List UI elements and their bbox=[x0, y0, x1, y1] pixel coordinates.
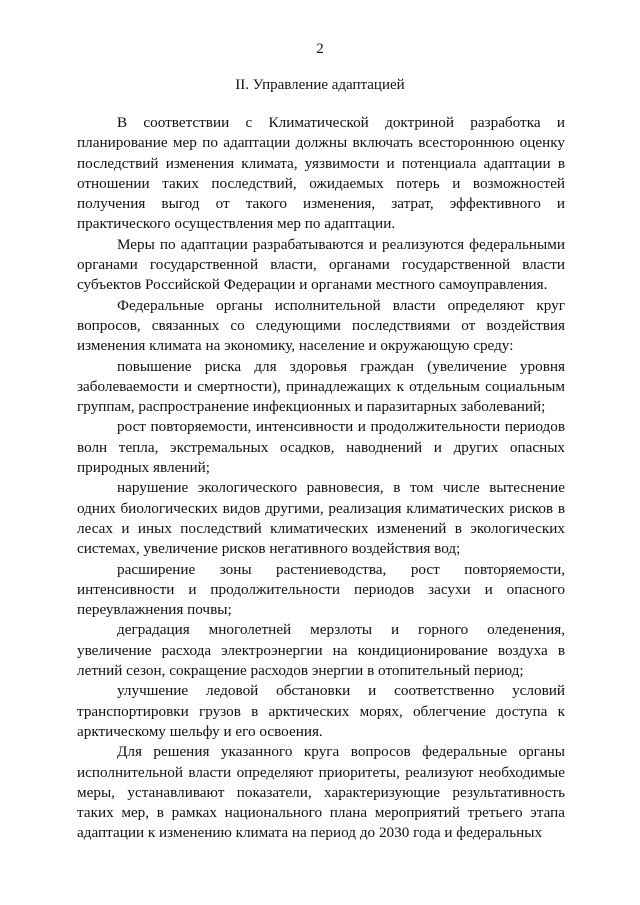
paragraph: Для решения указанного круга вопросов федеральные органы исполнительной власти определяют приоритеты, реализуют необходимые меры, устанавливают показатели, характеризующие результативность таких мер, в рамках национального плана мероприятий третьего этапа адаптации к изменению климата на период до 2030 года и федеральных bbox=[77, 743, 565, 842]
section-title: II. Управление адаптацией bbox=[235, 77, 405, 93]
paragraph: деградация многолетней мерзлоты и горного оледенения, увеличение расхода электроэнергии на кондиционирование воздуха в летний сезон, сокращение расходов энергии в отопительный период; bbox=[77, 621, 565, 680]
paragraph: нарушение экологического равновесия, в том числе вытеснение одних биологических видов другими, реализация климатических рисков в лесах и иных последствий климатических изменений в экологических системах, увеличение рисков негативного воздействия вод; bbox=[77, 479, 565, 558]
paragraph: улучшение ледовой обстановки и соответственно условий транспортировки грузов в арктических морях, облегчение доступа к арктическому шельфу и его освоения. bbox=[77, 682, 565, 740]
paragraph: Федеральные органы исполнительной власти определяют круг вопросов, связанных со следующими последствиями от воздействия изменения климата на экономику, население и окружающую среду: bbox=[77, 296, 565, 355]
paragraph: повышение риска для здоровья граждан (увеличение уровня заболеваемости и смертности), принадлежащих к отдельным социальным группам, распространение инфекционных и паразитарных заболеваний; bbox=[77, 357, 565, 416]
paragraph: Меры по адаптации разрабатываются и реализуются федеральными органами государственной власти, органами государственной власти субъектов Российской Федерации и органами местного самоуправления. bbox=[77, 235, 565, 294]
paragraph: расширение зоны растениеводства, рост повторяемости, интенсивности и продолжительности периодов засухи и опасного переувлажнения почвы; bbox=[77, 560, 565, 619]
body-text bbox=[77, 113, 565, 844]
paragraph: В соответствии с Климатической доктриной разработка и планирование мер по адаптации должны включать всестороннюю оценку последствий изменения климата, уязвимости и потенциала адаптации в отношении таких последствий, ожидаемых потерь и возможностей получения выгод от такого изменения, затрат, эффективного и практического осуществления мер по адаптации. bbox=[77, 114, 565, 233]
paragraph: рост повторяемости, интенсивности и продолжительности периодов волн тепла, экстремальных осадков, наводнений и других опасных природных явлений; bbox=[77, 418, 565, 477]
page-number: 2 bbox=[316, 41, 324, 57]
